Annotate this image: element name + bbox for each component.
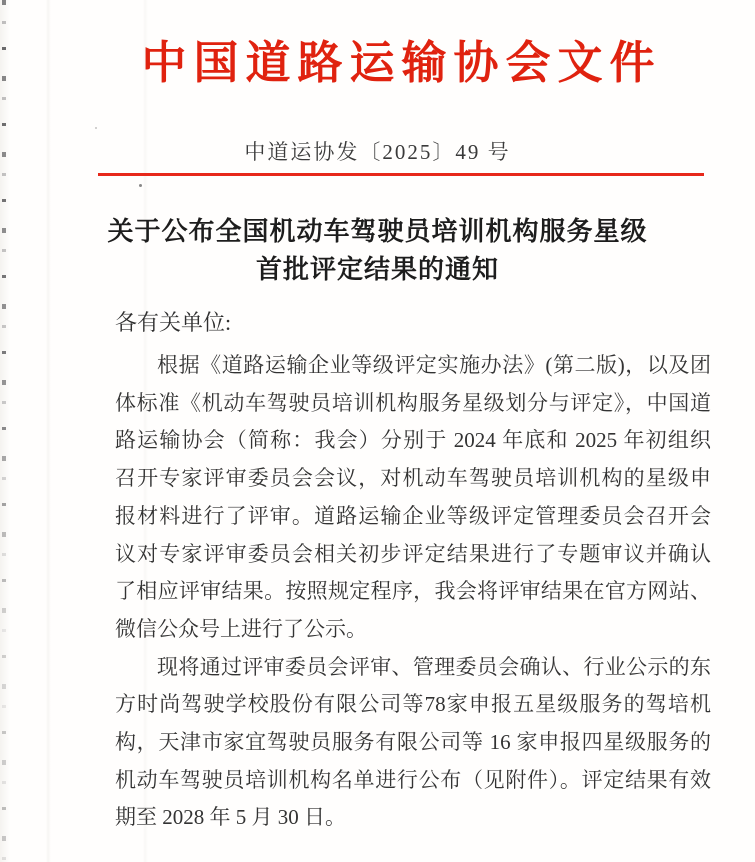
body-line: 机动车驾驶员培训机构名单进行公布（见附件）。评定结果有效 bbox=[115, 767, 711, 792]
body-line: 微信公众号上进行了公示。 bbox=[115, 616, 367, 641]
document-number: 中道运协发〔2025〕49 号 bbox=[244, 140, 511, 164]
body-line: 报材料进行了评审。道路运输企业等级评定管理委员会召开会 bbox=[115, 503, 711, 528]
body-line: 期至 2028 年 5 月 30 日。 bbox=[115, 805, 346, 830]
body-paragraph-1 bbox=[115, 347, 711, 649]
body-line: 路运输协会（简称：我会）分别于 2024 年底和 2025 年初组织 bbox=[115, 428, 711, 453]
body-line: 体标准《机动车驾驶员培训机构服务星级划分与评定》，中国道 bbox=[115, 390, 711, 415]
notice-title-line1: 关于公布全国机动车驾驶员培训机构服务星级 bbox=[107, 217, 648, 246]
body-line: 根据《道路运输企业等级评定实施办法》(第二版)，以及团 bbox=[157, 353, 711, 377]
ink-speck bbox=[95, 127, 97, 129]
scan-edge-artifact bbox=[2, 0, 6, 862]
body-line: 议对专家评审委员会相关初步评定结果进行了专题审议并确认 bbox=[115, 541, 711, 566]
document-body bbox=[115, 347, 711, 837]
salutation: 各有关单位: bbox=[115, 310, 232, 335]
letterhead-title: 中国道路运输协会文件 bbox=[141, 38, 662, 88]
body-line: 召开专家评审委员会会议，对机动车驾驶员培训机构的星级申 bbox=[115, 466, 711, 491]
body-paragraph-2 bbox=[115, 649, 711, 838]
notice-title-line2: 首批评定结果的通知 bbox=[255, 255, 499, 284]
red-divider-rule bbox=[98, 173, 704, 176]
body-line: 方时尚驾驶学校股份有限公司等78家申报五星级服务的驾培机 bbox=[115, 692, 711, 717]
body-line: 现将通过评审委员会评审、管理委员会确认、行业公示的东 bbox=[157, 654, 711, 679]
ink-speck bbox=[139, 184, 142, 187]
body-line: 构，天津市家宜驾驶员服务有限公司等 16 家申报四星级服务的 bbox=[115, 730, 711, 755]
body-line: 了相应评审结果。按照规定程序，我会将评审结果在官方网站、 bbox=[115, 579, 711, 604]
notice-title bbox=[0, 213, 755, 289]
